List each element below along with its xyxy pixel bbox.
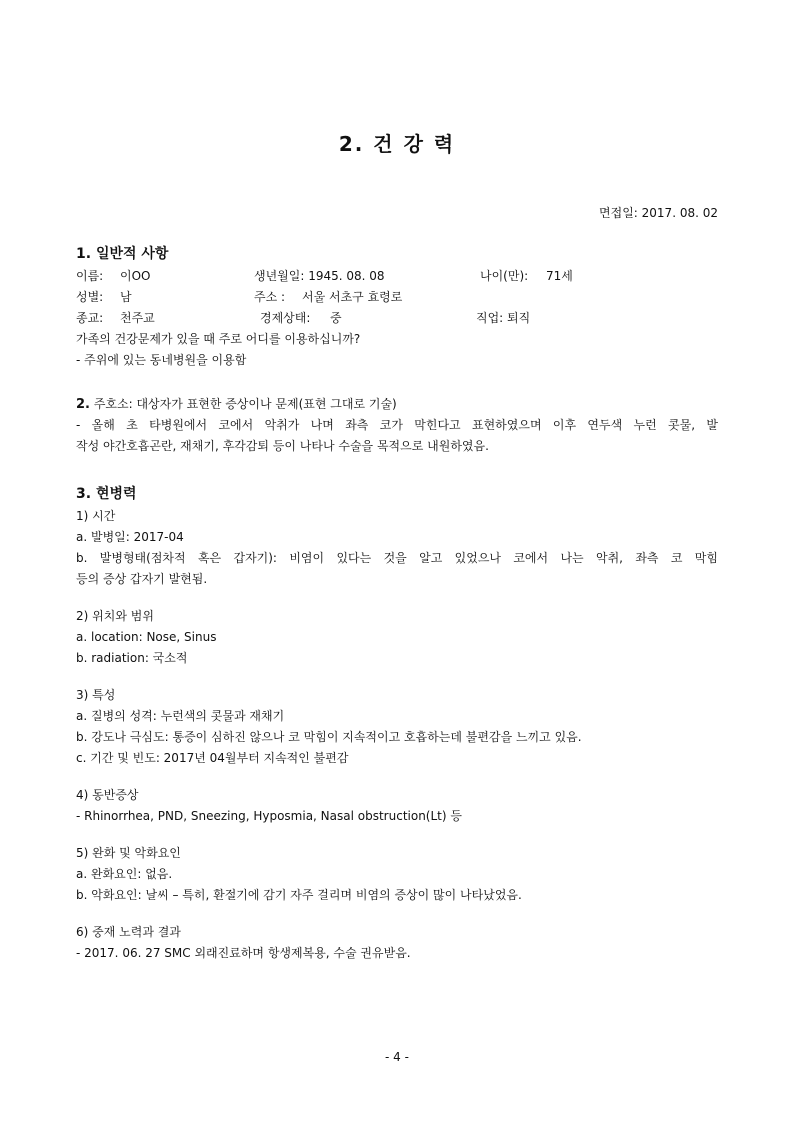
info-row-religion [76, 308, 718, 329]
subsection-heading-time: 1) 시간 [76, 509, 116, 523]
section-number: 2. [76, 397, 90, 412]
section-chief-complaint [76, 394, 718, 457]
onset-type-cont: 등의 증상 갑자기 발현됨. [76, 572, 208, 586]
section-heading [76, 482, 718, 506]
section-title: 일반적 사항 [95, 246, 169, 262]
complaint-line: 작성 야간호흡곤란, 재채기, 후각감퇴 등이 나타나 수술을 목적으로 내원하였음. [76, 439, 489, 453]
page-title: 2. 건 강 력 [338, 132, 456, 156]
page-number: - 4 - [385, 1050, 409, 1064]
subsection-heading-factors: 5) 완화 및 악화요인 [76, 846, 181, 860]
complaint-line: - 올해 초 타병원에서 코에서 악취가 나며 좌측 코가 막힌다고 표현하였으며 이후 연두색 누런 콧물, 발 [76, 418, 718, 432]
sex-value: 남 [120, 290, 132, 304]
religion-value: 천주교 [120, 311, 155, 325]
onset-type: b. 발병형태(점차적 혹은 갑자기): 비염이 있다는 것을 알고 있었으나 코에서 나는 악취, 좌측 코 막힘 [76, 551, 718, 565]
age-value: 71세 [546, 269, 573, 283]
subsection-heading-intervention: 6) 중재 노력과 결과 [76, 925, 181, 939]
address-value: 서울 서초구 효령로 [302, 290, 403, 304]
section-heading [76, 242, 718, 266]
economic-status-value: 중 [330, 311, 342, 325]
family-health-question: 가족의 건강문제가 있을 때 주로 어디를 이용하십니까? [76, 332, 361, 346]
intensity-item: b. 강도나 극심도: 통증이 심하진 않으나 코 막힘이 지속적이고 호흡하는데 불편감을 느끼고 있음. [76, 730, 582, 744]
age-label: 나이(만): [480, 269, 529, 283]
subsection-heading-location: 2) 위치와 범위 [76, 609, 154, 623]
name-value: 이OO [120, 269, 151, 283]
section-general-info [76, 242, 718, 371]
info-row-name [76, 266, 718, 287]
character-item: a. 질병의 성격: 누런색의 콧물과 재채기 [76, 709, 285, 723]
name-label: 이름: [76, 269, 104, 283]
occupation: 직업: 퇴직 [476, 311, 531, 325]
religion-label: 종교: [76, 311, 104, 325]
section-heading [76, 394, 718, 415]
section-title: 현병력 [95, 486, 137, 502]
interview-date: 면접일: 2017. 08. 02 [599, 206, 718, 220]
relieving-factor: a. 완화요인: 없음. [76, 867, 173, 881]
aggravating-factor: b. 악화요인: 날씨 – 특히, 환절기에 감기 자주 걸리며 비염의 증상이 많이 나타났었음. [76, 888, 522, 902]
section-present-illness [76, 482, 718, 964]
onset-date: a. 발병일: 2017-04 [76, 530, 184, 544]
duration-item: c. 기간 및 빈도: 2017년 04월부터 지속적인 불편감 [76, 751, 349, 765]
radiation-item: b. radiation: 국소적 [76, 651, 188, 665]
address-label: 주소 : [254, 290, 286, 304]
family-health-answer: - 주위에 있는 동네병원을 이용함 [76, 353, 247, 367]
economic-status-label: 경제상태: [260, 311, 311, 325]
subsection-heading-character: 3) 특성 [76, 688, 116, 702]
subsection-heading-symptoms: 4) 동반증상 [76, 788, 139, 802]
birth-date: 생년월일: 1945. 08. 08 [254, 269, 385, 283]
section-number: 1. [76, 246, 92, 262]
symptom-list: - Rhinorrhea, PND, Sneezing, Hyposmia, Nasal obstruction(Lt) 등 [76, 809, 462, 823]
section-number: 3. [76, 486, 92, 502]
location-item: a. location: Nose, Sinus [76, 630, 217, 644]
sex-label: 성별: [76, 290, 104, 304]
section-title: 주호소: 대상자가 표현한 증상이나 문제(표현 그대로 기술) [93, 397, 397, 411]
info-row-sex [76, 287, 718, 308]
intervention-item: - 2017. 06. 27 SMC 외래진료하며 항생제복용, 수술 권유받음. [76, 946, 411, 960]
